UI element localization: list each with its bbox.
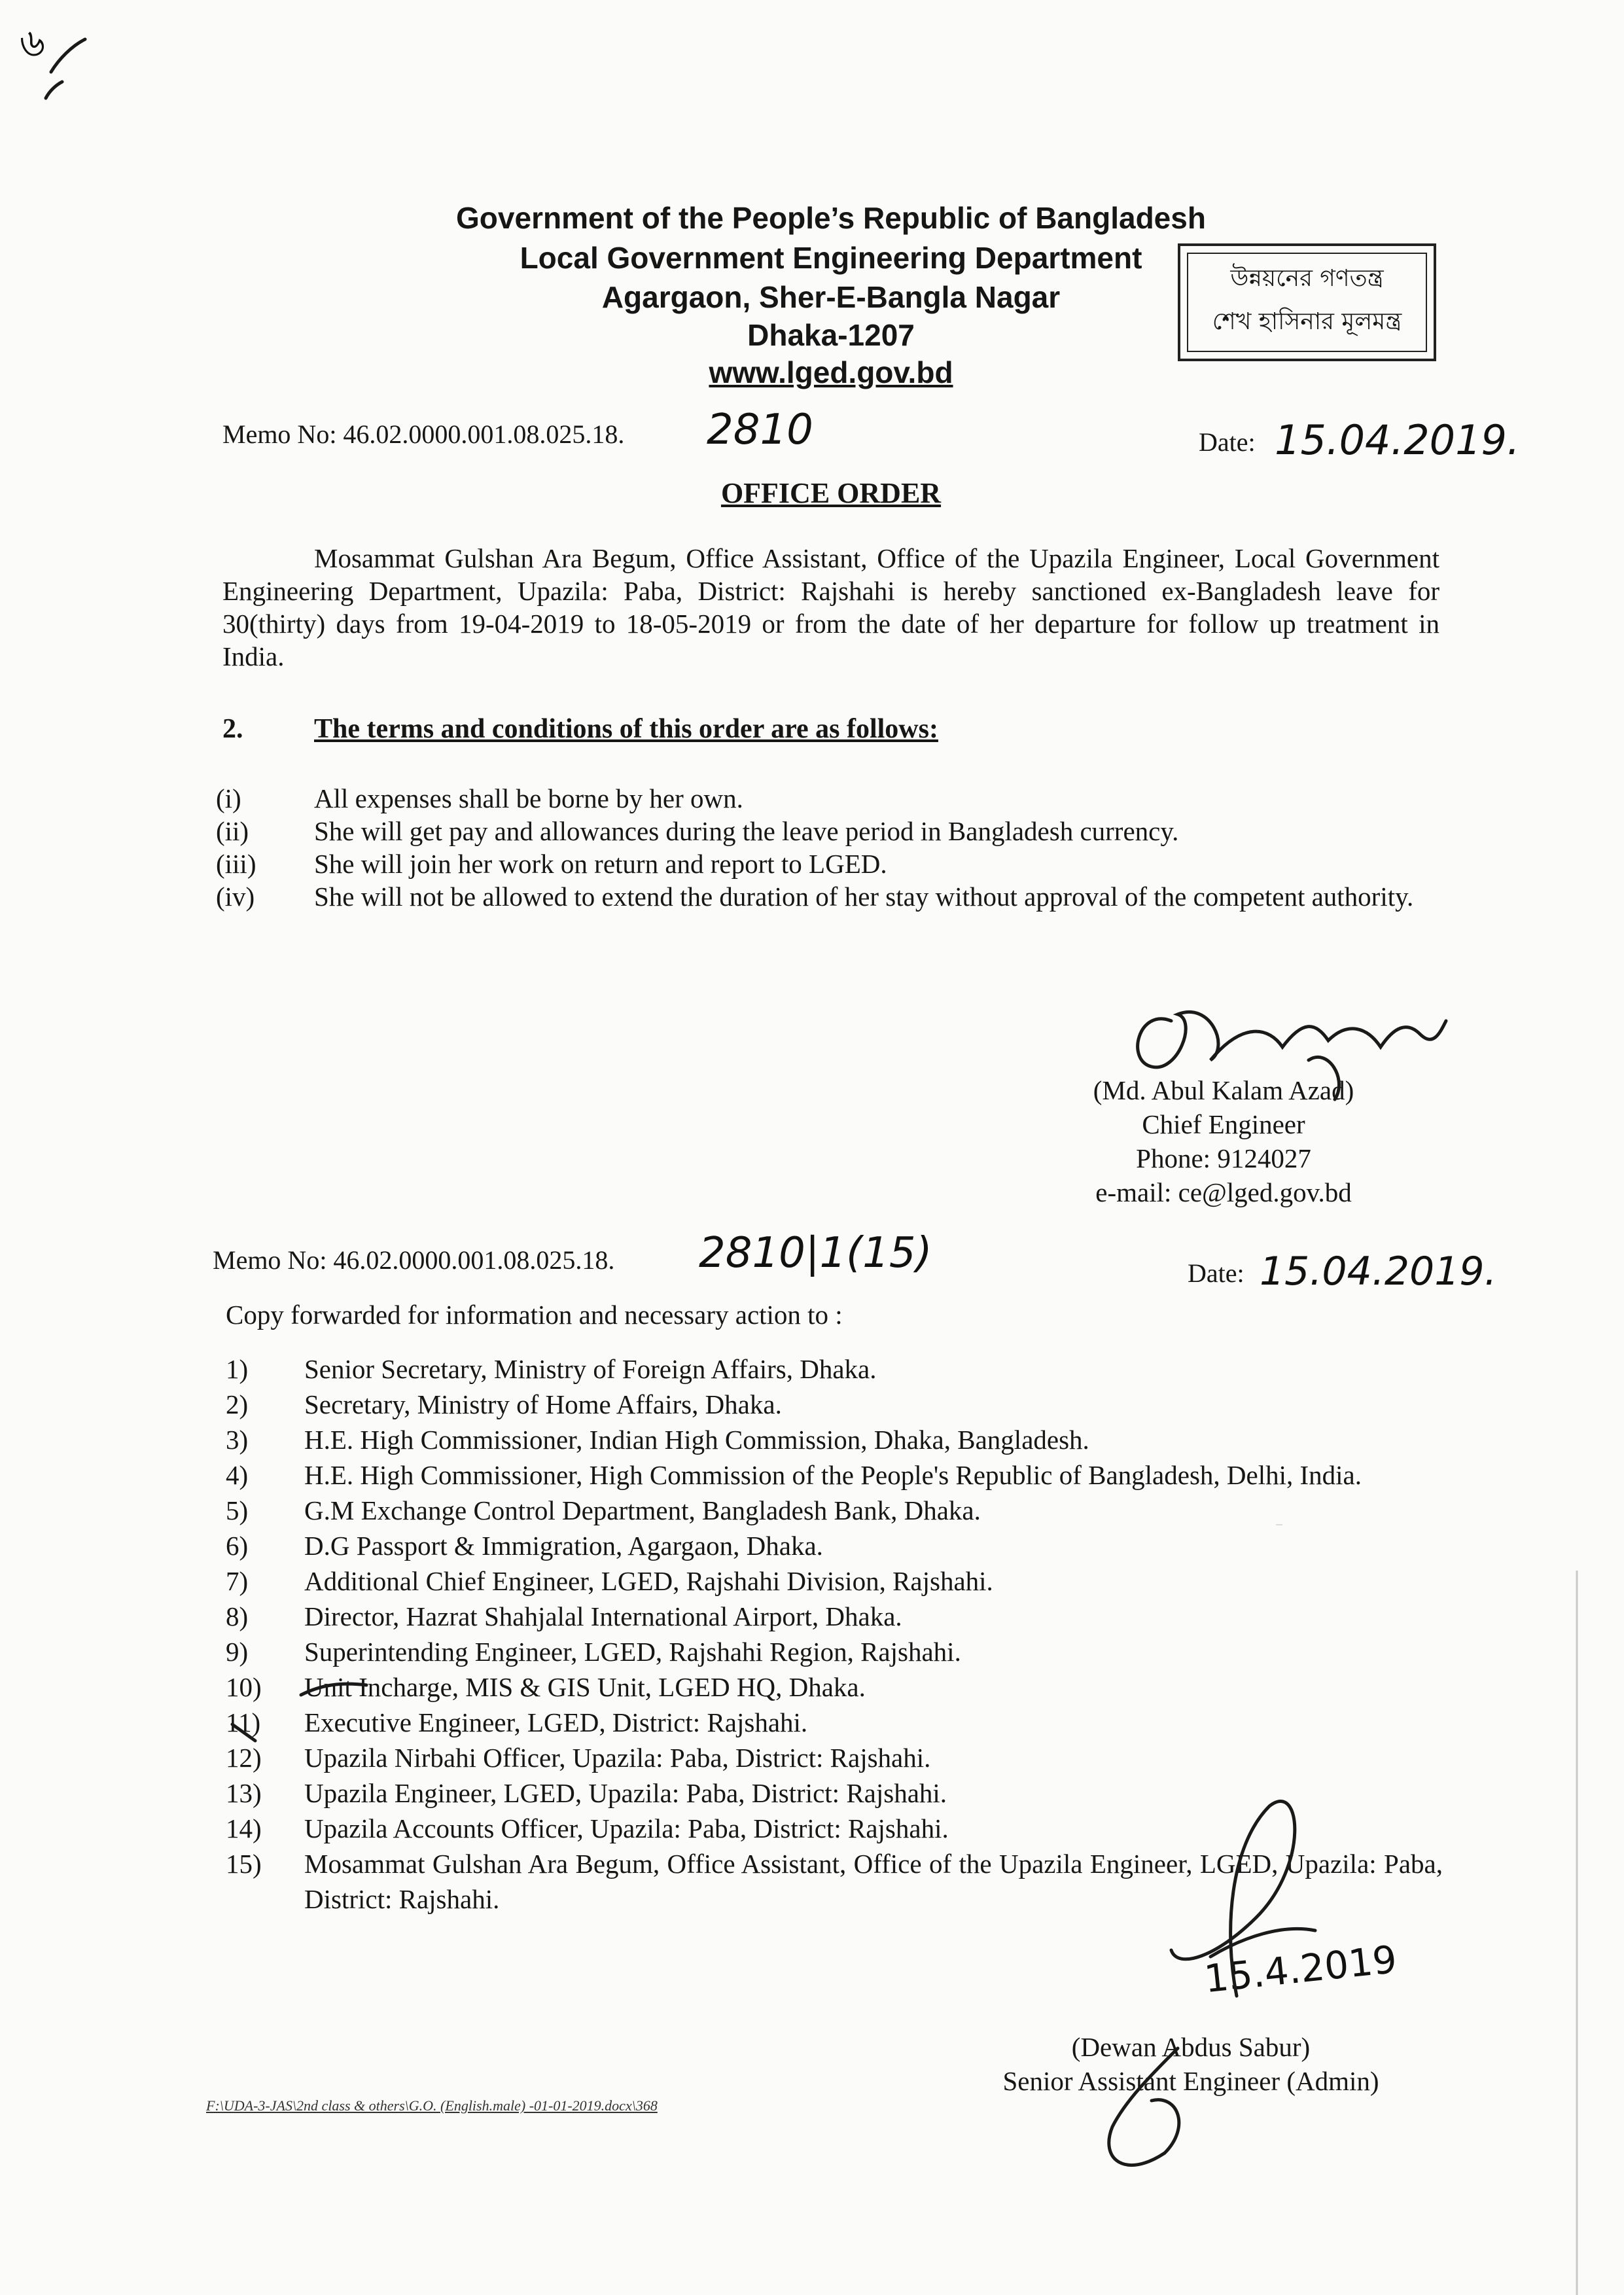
header-line-address: Agargaon, Sher-E-Bangla Nagar [601, 280, 1061, 314]
handwritten-sign-date: 15.4.2019 [1202, 1936, 1399, 2002]
item-9-mark [301, 1684, 366, 1695]
list-item-number: 4) [226, 1460, 249, 1490]
memo-handwritten-number: 2810 [707, 406, 813, 454]
list-item-text: Additional Chief Engineer, LGED, Rajshahi Division, Rajshahi. [304, 1566, 993, 1596]
list-item-number: 3) [226, 1425, 249, 1455]
list-item-text: D.G Passport & Immigration, Agargaon, Dhaka. [304, 1531, 823, 1561]
memo-2-number-label: Memo No: 46.02.0000.001.08.025.18. [213, 1245, 615, 1275]
section-number: 2. [222, 714, 243, 744]
footer-file-path: F:\UDA-3-JAS\2nd class & others\G.O. (English.male) -01-01-2019.docx\368 [206, 2097, 658, 2114]
list-item-text: H.E. High Commissioner, High Commission of the People's Republic of Bangladesh, Delhi, India. [304, 1460, 1362, 1490]
term-number: (iv) [216, 881, 255, 912]
term-number: (iii) [216, 849, 256, 879]
list-item-number: 5) [226, 1495, 249, 1525]
list-item-text: Upazila Nirbahi Officer, Upazila: Paba, District: Rajshahi. [304, 1743, 931, 1773]
corner-hook-stroke [46, 82, 62, 98]
header-line-government: Government of the People’s Republic of Bangladesh [456, 201, 1206, 235]
term-number: (ii) [216, 816, 249, 846]
date-label: Date: [1199, 427, 1256, 457]
date-2-label: Date: [1188, 1258, 1244, 1288]
memo-number-label: Memo No: 46.02.0000.001.08.025.18. [222, 419, 625, 449]
signature-1-stroke [1138, 1012, 1446, 1067]
memo-2-handwritten-number: 2810|1(15) [699, 1229, 932, 1277]
list-item-text: G.M Exchange Control Department, Bangladesh Bank, Dhaka. [304, 1495, 981, 1525]
signatory-2-name: (Dewan Abdus Sabur) [1071, 2032, 1311, 2062]
term-text: She will get pay and allowances during the leave period in Bangladesh currency. [314, 816, 1179, 846]
section-heading: The terms and conditions of this order are as follows: [314, 714, 938, 744]
term-number: (i) [216, 783, 241, 813]
office-order-title: OFFICE ORDER [720, 477, 942, 509]
signatory-1-phone: Phone: 9124027 [1136, 1143, 1311, 1173]
header-line-city: Dhaka-1207 [747, 318, 915, 352]
list-item-text: H.E. High Commissioner, Indian High Commission, Dhaka, Bangladesh. [304, 1425, 1089, 1455]
list-item-number: 11) [226, 1707, 261, 1737]
list-item-text: Executive Engineer, LGED, District: Rajshahi. [304, 1707, 808, 1737]
list-item-text: Upazila Accounts Officer, Upazila: Paba, District: Rajshahi. [304, 1813, 949, 1843]
list-item-text: Upazila Engineer, LGED, Upazila: Paba, District: Rajshahi. [304, 1778, 947, 1808]
list-item-number: 10) [226, 1672, 262, 1702]
list-item-number: 12) [226, 1743, 262, 1773]
signatory-2-designation: Senior Assistant Engineer (Admin) [1002, 2066, 1379, 2096]
signatory-1-designation: Chief Engineer [1142, 1109, 1305, 1139]
handwritten-date-2: 15.04.2019. [1260, 1249, 1497, 1294]
list-item-number: 6) [226, 1531, 249, 1561]
signatory-1-email: e-mail: ce@lged.gov.bd [1095, 1177, 1352, 1207]
list-item-text: Superintending Engineer, LGED, Rajshahi Region, Rajshahi. [304, 1637, 961, 1667]
corner-slash-stroke [51, 39, 85, 72]
list-item-number: 15) [226, 1849, 262, 1879]
list-item-text: Senior Secretary, Ministry of Foreign Affairs, Dhaka. [304, 1354, 877, 1384]
item-10-mark [232, 1724, 255, 1741]
term-text: She will not be allowed to extend the duration of her stay without approval of the competent authority. [314, 881, 1414, 912]
list-item-number: 13) [226, 1778, 262, 1808]
list-item-number: 8) [226, 1601, 249, 1631]
header-line-department: Local Government Engineering Department [520, 241, 1142, 275]
handwritten-date: 15.04.2019. [1275, 416, 1520, 464]
header-website-link[interactable]: www.lged.gov.bd [709, 355, 953, 389]
signature-1-loop [1309, 1057, 1339, 1099]
slogan-line-1: উন্নয়নের গণতন্ত্র [1230, 265, 1384, 292]
term-text: All expenses shall be borne by her own. [314, 783, 743, 813]
list-item-text: Unit Incharge, MIS & GIS Unit, LGED HQ, Dhaka. [304, 1672, 866, 1702]
list-item-number: 14) [226, 1813, 262, 1843]
order-paragraph: Mosammat Gulshan Ara Begum, Office Assistant, Office of the Upazila Engineer, Local Government Engineering Department, Upazila: Paba, District: Rajshahi is hereby sanctioned ex-Bangladesh leave for 30(thirty) days from 19-04-2019 to 18-05-2019 or from the date of her departure for follow up treatment in India. [222, 543, 1439, 671]
signature-2-lower-stroke [1109, 2048, 1179, 2165]
list-item-number: 2) [226, 1389, 249, 1419]
list-item-text: Director, Hazrat Shahjalal International Airport, Dhaka. [304, 1601, 902, 1631]
copy-forwarded-line: Copy forwarded for information and necessary action to : [226, 1300, 843, 1330]
corner-handwritten-mark: ৬ [20, 20, 46, 66]
signature-2-stroke [1171, 1802, 1295, 1996]
slogan-line-2: শেখ হাসিনার মূলমন্ত্র [1212, 308, 1402, 335]
term-text: She will join her work on return and report to LGED. [314, 849, 887, 879]
list-item-number: 7) [226, 1566, 249, 1596]
signatory-1-name: (Md. Abul Kalam Azad) [1093, 1075, 1354, 1105]
list-item-number: 1) [226, 1354, 249, 1384]
list-item-number: 9) [226, 1637, 249, 1667]
list-item-text: Secretary, Ministry of Home Affairs, Dhaka. [304, 1389, 782, 1419]
list-item-text: Mosammat Gulshan Ara Begum, Office Assistant, Office of the Upazila Engineer, LGED, Upazila: Paba, District: Rajshahi. [304, 1849, 1443, 1914]
